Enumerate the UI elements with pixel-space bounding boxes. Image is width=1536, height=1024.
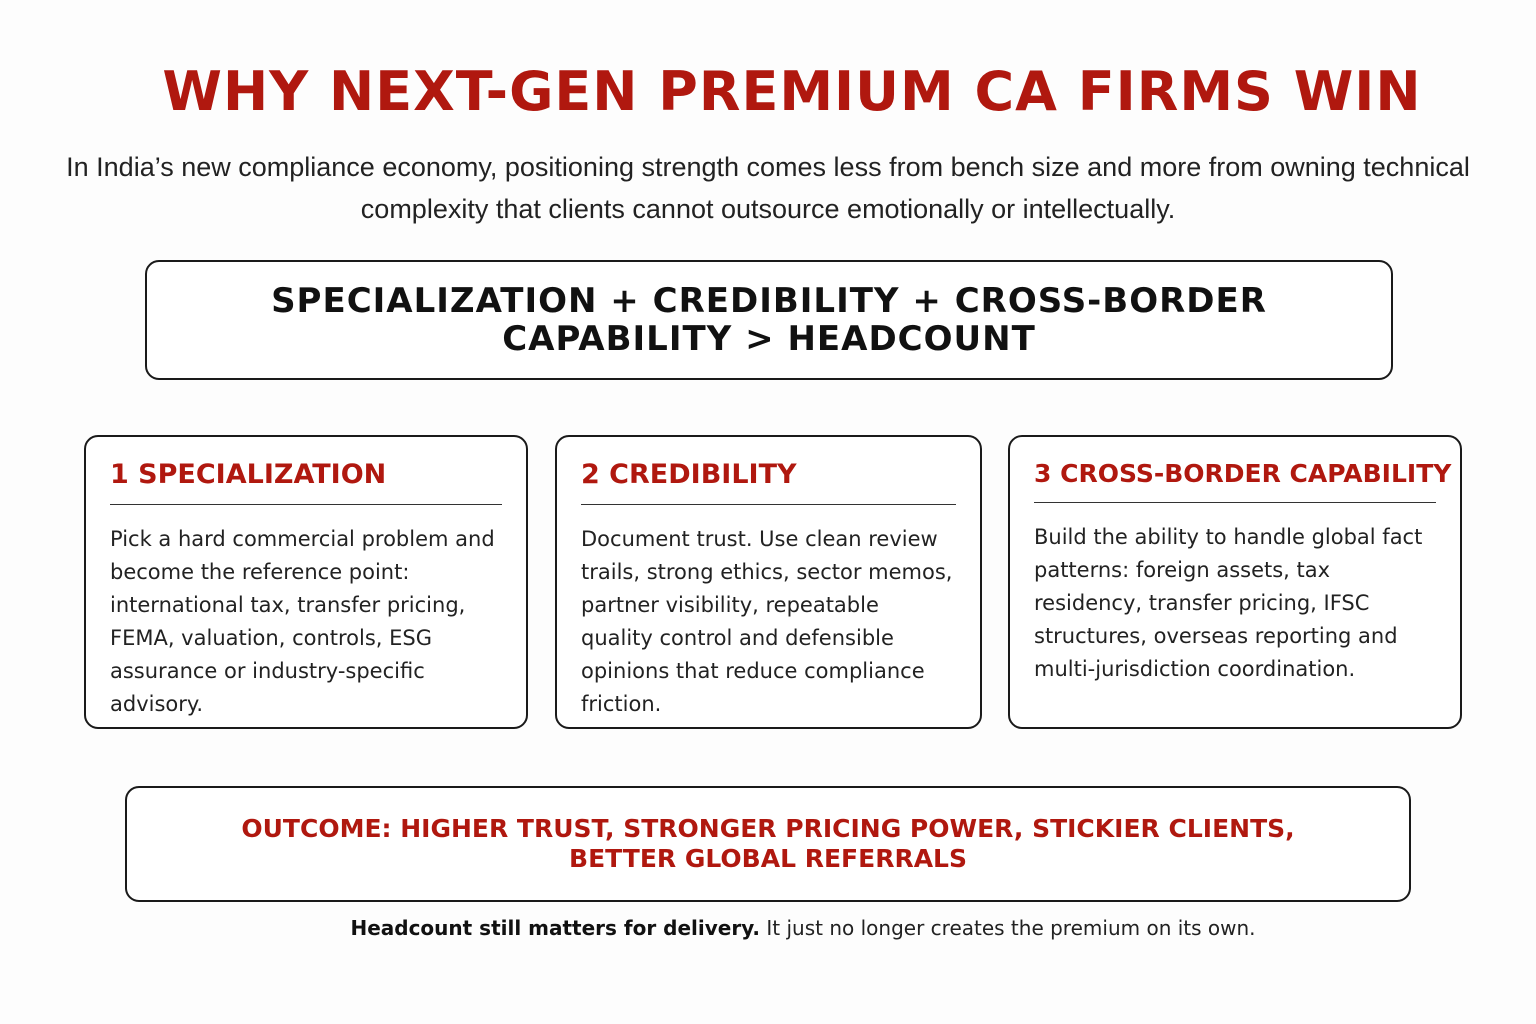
card-body: Document trust. Use clean review trails, strong ethics, sector memos, partner visibility, repeatable quality control and defensible opinions that reduce compliance friction. xyxy=(581,527,953,716)
outcome-text: OUTCOME: HIGHER TRUST, STRONGER PRICING POWER, STICKIER CLIENTS, BETTER GLOBAL REFERRALS xyxy=(241,814,1295,873)
equation-text: SPECIALIZATION + CREDIBILITY + CROSS-BORDER CAPABILITY > HEADCOUNT xyxy=(271,281,1267,359)
card-body: Build the ability to handle global fact patterns: foreign assets, tax residency, transfer pricing, IFSC structures, overseas reporting and multi-jurisdiction coordination. xyxy=(1034,525,1423,681)
card-body: Pick a hard commercial problem and become the reference point: international tax, transfer pricing, FEMA, valuation, controls, ESG assurance or industry-specific advisory. xyxy=(110,527,495,716)
page-title: WHY NEXT-GEN PREMIUM CA FIRMS WIN xyxy=(162,60,1422,123)
equation-box xyxy=(145,260,1393,380)
outcome-box xyxy=(125,786,1411,902)
card-specialization xyxy=(84,435,528,729)
subtitle: In India’s new compliance economy, positioning strength comes less from bench size and more from owning technical complexity that clients cannot outsource emotionally or intellectually. xyxy=(66,152,1470,224)
card-credibility xyxy=(555,435,982,729)
footer-note xyxy=(0,916,1536,940)
footer-rest: It just no longer creates the premium on its own. xyxy=(760,916,1256,940)
card-heading: 1 SPECIALIZATION xyxy=(110,459,502,505)
footer-bold: Headcount still matters for delivery. xyxy=(350,916,761,940)
card-cross-border xyxy=(1008,435,1462,729)
card-heading: 2 CREDIBILITY xyxy=(581,459,956,505)
card-heading: 3 CROSS-BORDER CAPABILITY xyxy=(1034,459,1436,503)
